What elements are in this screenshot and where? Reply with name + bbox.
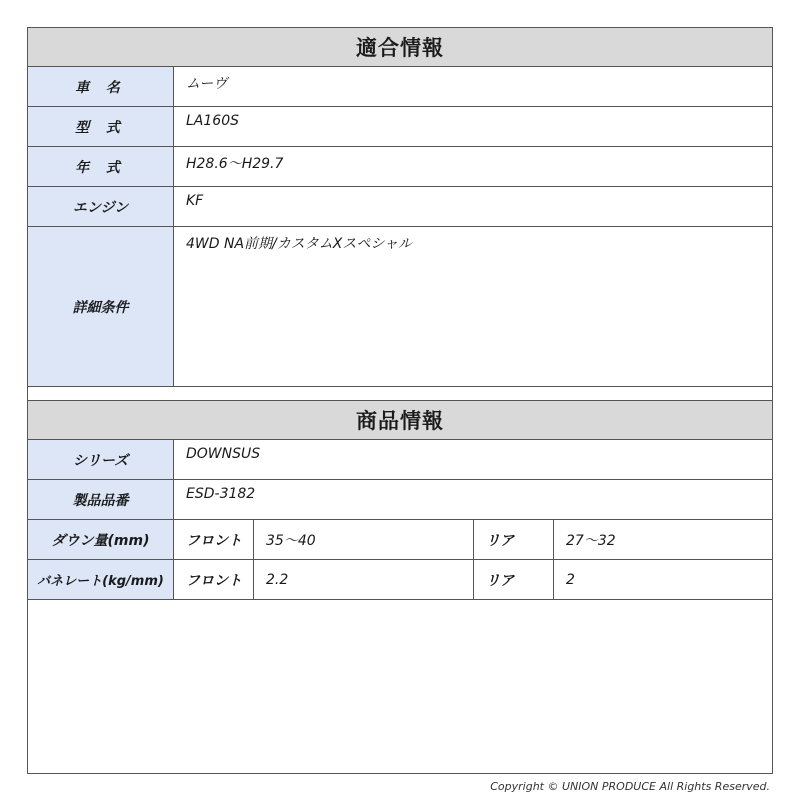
engine-value: KF [186, 193, 204, 209]
copyright-text: Copyright © UNION PRODUCE All Rights Reserved. [490, 780, 770, 793]
blank-area [27, 600, 773, 774]
row-model [27, 107, 773, 147]
spring-rate-label: バネレート(kg/mm) [28, 560, 174, 599]
year-value: H28.6〜H29.7 [186, 156, 284, 172]
down-front-value: 35〜40 [254, 520, 474, 559]
row-year [27, 147, 773, 187]
engine-label: エンジン [28, 187, 174, 226]
spring-front-value: 2.2 [254, 560, 474, 599]
part-number-label: 製品品番 [28, 480, 174, 519]
series-value: DOWNSUS [186, 446, 261, 462]
spring-rear-value: 2 [566, 571, 575, 588]
section-gap [27, 387, 773, 400]
model-label: 型 式 [28, 107, 174, 146]
fit-section-title: 適合情報 [27, 27, 773, 67]
row-part-number [27, 480, 773, 520]
detail-value: 4WD NA前期/カスタムXスペシャル [186, 236, 413, 252]
row-down-amount [27, 520, 773, 560]
series-label: シリーズ [28, 440, 174, 479]
year-label: 年 式 [28, 147, 174, 186]
spring-front-label: フロント [174, 560, 254, 599]
down-amount-label: ダウン量(mm) [28, 520, 174, 559]
car-name-label: 車 名 [28, 67, 174, 106]
down-rear-label: リア [474, 520, 554, 559]
row-spring-rate [27, 560, 773, 600]
product-section-title: 商品情報 [27, 400, 773, 440]
part-number-value: ESD-3182 [186, 486, 256, 502]
spring-rear-label: リア [474, 560, 554, 599]
model-value: LA160S [186, 113, 239, 129]
car-name-value: ムーヴ [186, 76, 228, 92]
down-rear-value: 27〜32 [566, 532, 616, 549]
detail-label: 詳細条件 [28, 227, 174, 386]
row-series [27, 440, 773, 480]
row-car-name [27, 67, 773, 107]
down-front-label: フロント [174, 520, 254, 559]
row-engine [27, 187, 773, 227]
row-detail [27, 227, 773, 387]
